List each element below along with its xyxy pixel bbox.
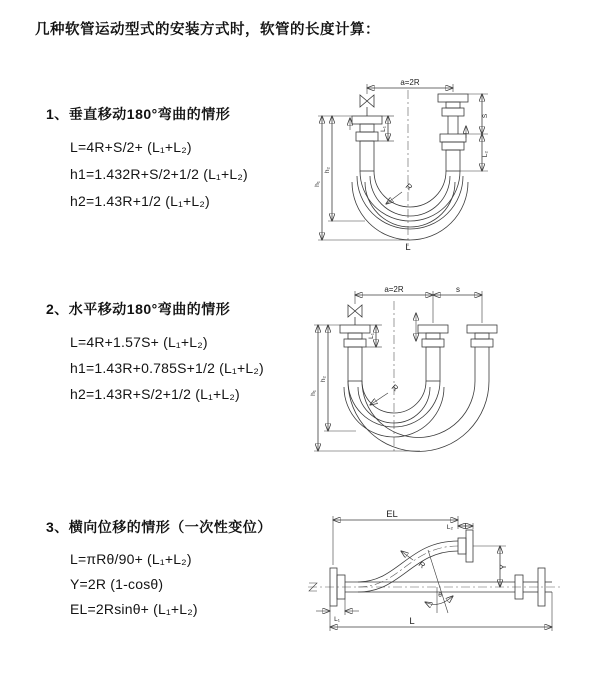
braided-hose-middle: [426, 347, 440, 381]
formula-y: Y=2R (1-cosθ): [70, 576, 164, 592]
page-title: 几种软管运动型式的安装方式时，软管的长度计算：: [35, 22, 380, 38]
section-1-formulas: [70, 134, 248, 215]
valve-icon: [360, 95, 374, 107]
dim-s-label: s: [456, 285, 460, 294]
dim-el-label: EL: [386, 509, 398, 520]
hose-curve: [358, 541, 458, 582]
dim-h1-label: h₁: [314, 181, 321, 187]
dim-l1-label: L₁: [368, 333, 375, 339]
section-lateral-displacement: [46, 517, 272, 622]
section-1-heading: 1、垂直移动180°弯曲的情形: [46, 106, 231, 122]
dim-r-label: R: [389, 382, 400, 394]
formula-el: EL=2Rsinθ+ (L₁+L₂): [70, 601, 198, 617]
formula-l: L=4R+S/2+ (L₁+L₂): [70, 139, 192, 155]
dim-y-label: Y: [499, 564, 508, 570]
dim-s-label: S: [482, 113, 489, 119]
hose-arc: [352, 182, 468, 240]
diagram-horizontal-180-bend: [308, 283, 600, 463]
section-horizontal-movement: [46, 299, 264, 407]
dim-l2-label: L₂: [446, 524, 454, 531]
dim-a2r-label: a=2R: [400, 78, 420, 87]
dim-h2-label: h₂: [320, 375, 327, 383]
dim-l2-label: L₂: [482, 150, 489, 158]
braided-hose-left: [360, 141, 374, 171]
diagram-vertical-180-bend: [310, 72, 595, 252]
dim-a2r-label: a=2R: [384, 285, 404, 294]
dim-l1-label: L₁: [380, 126, 387, 132]
formula-h2: h2=1.43R+1/2 (L₁+L₂): [70, 193, 210, 209]
formula-h1: h1=1.43R+0.785S+1/2 (L₁+L₂): [70, 360, 264, 376]
dim-r-label: R: [403, 181, 414, 193]
formula-l: L=πRθ/90+ (L₁+L₂): [70, 551, 192, 567]
hose-curve: [358, 551, 458, 592]
dim-l1-label: L₁: [334, 616, 340, 623]
diagram-lateral-displacement: [300, 505, 600, 645]
dim-l-label: L: [405, 242, 411, 252]
section-3-heading: 3、横向位移的情形（一次性变位）: [46, 519, 272, 535]
flange-upper: [466, 530, 473, 562]
dim-h1-label: h₁: [310, 390, 317, 396]
section-vertical-movement: [46, 104, 248, 215]
dim-r-label: R: [416, 559, 427, 571]
formula-h2: h2=1.43R+S/2+1/2 (L₁+L₂): [70, 386, 240, 402]
valve-icon: [348, 305, 362, 317]
dim-theta-label: θ: [438, 592, 442, 599]
hose-arc-displaced: [348, 381, 489, 452]
braided-hose-left: [348, 347, 362, 381]
formula-h1: h1=1.432R+S/2+1/2 (L₁+L₂): [70, 166, 248, 182]
braided-hose-right: [446, 150, 460, 171]
section-3-formulas: [70, 547, 272, 622]
dim-l-label: L: [409, 616, 415, 627]
section-2-formulas: [70, 329, 264, 407]
dim-h2-label: h₂: [324, 166, 331, 174]
formula-l: L=4R+1.57S+ (L₁+L₂): [70, 334, 208, 350]
section-2-heading: 2、水平移动180°弯曲的情形: [46, 301, 231, 317]
